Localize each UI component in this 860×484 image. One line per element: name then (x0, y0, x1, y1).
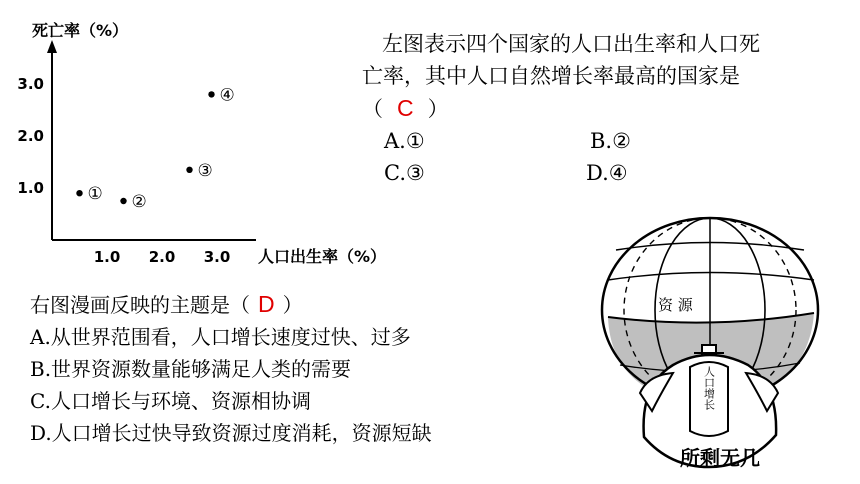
x-tick-label: 2.0 (148, 248, 176, 266)
q1-option-a: A.① (384, 129, 425, 153)
q1-text-line2: 亡率，其中人口自然增长率最高的国家是 (362, 64, 740, 88)
x-tick-label: 1.0 (93, 248, 121, 266)
q1-text-line1: 左图表示四个国家的人口出生率和人口死 (382, 32, 760, 56)
cartoon-caption: 所剩无几 (680, 446, 760, 470)
q2-stem-close: ） (282, 293, 303, 317)
scatter-chart (0, 0, 410, 290)
q1-answer: C (397, 95, 414, 121)
q1-option-b: B.② (590, 129, 631, 153)
q2-stem: 右图漫画反映的主题是（ (30, 293, 250, 317)
figure-label: 人口增长 (702, 366, 716, 410)
data-point-label: ③ (197, 160, 213, 181)
q2-option-d: D.人口增长过快导致资源过度消耗，资源短缺 (30, 421, 432, 445)
data-point (186, 167, 192, 173)
y-tick-label: 1.0 (17, 179, 44, 197)
y-axis-label: 死亡率（%） (32, 21, 129, 40)
data-point-label: ① (87, 184, 103, 205)
y-tick-label: 3.0 (17, 75, 44, 93)
q2-option-b: B.世界资源数量能够满足人类的需要 (30, 357, 352, 381)
q1-option-c: C.③ (384, 161, 425, 185)
data-point (208, 91, 214, 97)
q2-answer: D (258, 291, 275, 317)
cartoon-globe-illustration (578, 205, 840, 473)
data-point (76, 190, 82, 196)
q1-option-d: D.④ (586, 161, 628, 185)
data-point-label: ④ (219, 85, 235, 106)
globe-label: 资 源 (658, 296, 693, 314)
data-point (120, 198, 126, 204)
q1-paren-open: （ (362, 97, 383, 121)
question-2 (30, 288, 570, 449)
x-tick-label: 3.0 (203, 248, 231, 266)
x-axis-label: 人口出生率（%） (258, 247, 387, 266)
y-tick-label: 2.0 (17, 127, 44, 145)
data-point-label: ② (131, 192, 147, 212)
y-axis (47, 40, 57, 240)
q2-option-c: C.人口增长与环境、资源相协调 (30, 389, 311, 413)
q2-option-a: A.从世界范围看，人口增长速度过快、过多 (30, 325, 411, 349)
question-1 (362, 28, 832, 125)
q1-paren-close: ） (427, 97, 449, 121)
